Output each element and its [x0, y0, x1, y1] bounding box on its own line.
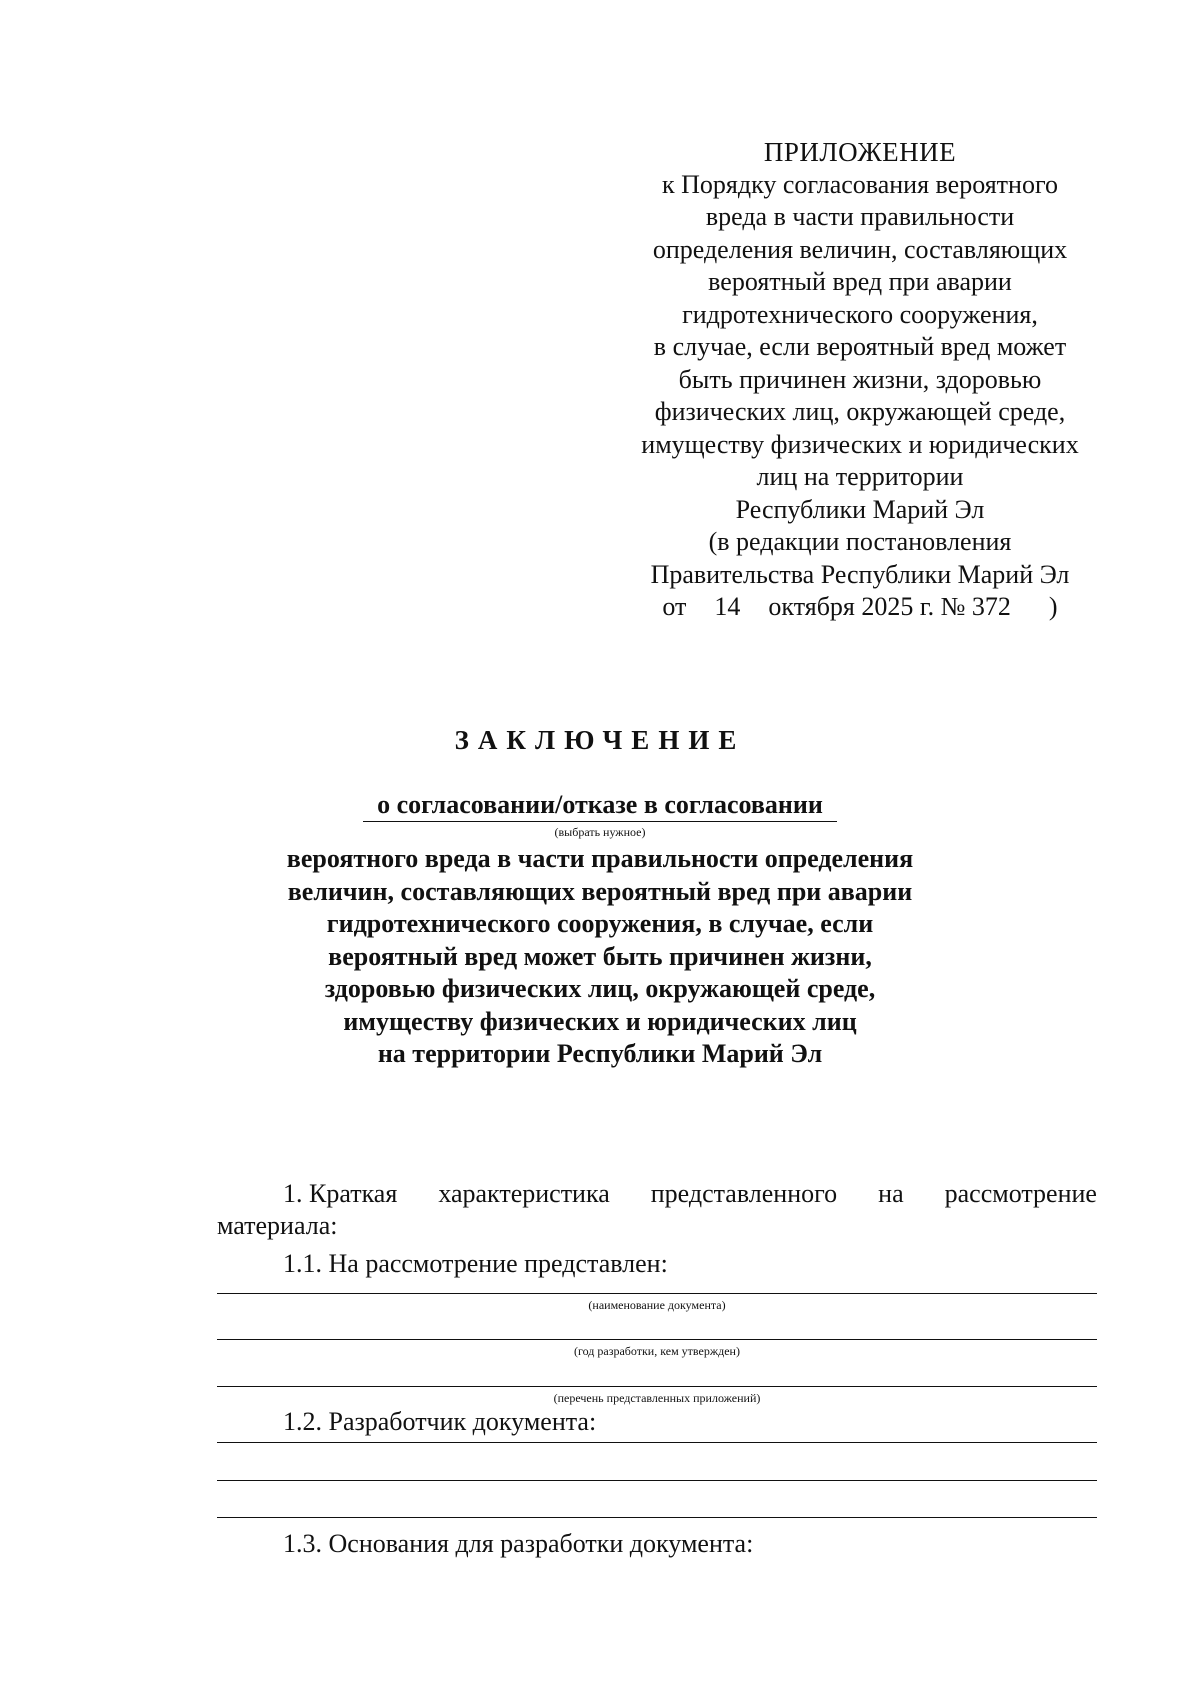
appendix-line: имуществу физических и юридических: [641, 429, 1079, 459]
section-1-first-line: [217, 1178, 1097, 1210]
section-1-word: представленного: [650, 1179, 838, 1208]
date-day: 14: [714, 592, 741, 621]
developer-field-line-1[interactable]: [217, 1442, 1097, 1443]
subject-line: величин, составляющих вероятный вред при аварии: [287, 876, 913, 906]
section-1-word: на: [878, 1179, 904, 1208]
date-rest: октября 2025 г. №: [768, 592, 966, 621]
subject-line: на территории Республики Марий Эл: [377, 1039, 823, 1068]
appendix-line: Республики Марий Эл: [735, 494, 985, 524]
section-1-word: характеристика: [438, 1179, 610, 1208]
subject-line: гидротехнического сооружения, в случае, если: [326, 909, 874, 938]
year-approval-hint: (год разработки, кем утвержден): [574, 1344, 740, 1358]
appendix-line: в случае, если вероятный вред может: [653, 332, 1067, 361]
appendix-line: вероятный вред при аварии: [708, 267, 1012, 296]
attachments-field[interactable]: [217, 1386, 1097, 1387]
subject-line: вероятный вред может быть причинен жизни,: [328, 941, 872, 971]
choice-hint: (выбрать нужное): [554, 825, 646, 839]
section-1-continuation: материала:: [217, 1211, 338, 1240]
appendix-header: [620, 136, 1100, 624]
appendix-line: вреда в части правильности: [705, 202, 1015, 231]
document-title: ЗАКЛЮЧЕНИЕ: [454, 725, 746, 755]
date-close: ): [1048, 592, 1058, 621]
section-1-word: 1. Краткая: [283, 1179, 398, 1208]
document-name-field[interactable]: [217, 1293, 1097, 1294]
section-1-word: рассмотрение: [944, 1179, 1097, 1208]
attachments-hint: (перечень представленных приложений): [553, 1391, 761, 1405]
appendix-line: быть причинен жизни, здоровью: [678, 364, 1042, 394]
subject-body: [0, 843, 1200, 1071]
appendix-line: лиц на территории: [756, 462, 964, 491]
appendix-line: гидротехнического сооружения,: [682, 299, 1038, 329]
appendix-line: к Порядку согласования вероятного: [662, 169, 1058, 199]
appendix-line: определения величин, составляющих: [652, 234, 1068, 264]
developer-field-line-2[interactable]: [217, 1480, 1097, 1481]
appendix-line: (в редакции постановления: [708, 527, 1012, 556]
subject-line: вероятного вреда в части правильности определения: [286, 844, 914, 873]
item-1-1-label: 1.1. На рассмотрение представлен:: [283, 1249, 668, 1278]
document-name-hint: (наименование документа): [588, 1298, 726, 1312]
item-1-3-label: 1.3. Основания для разработки документа:: [283, 1529, 754, 1558]
subject-line: здоровью физических лиц, окружающей среде,: [324, 974, 876, 1003]
subject-choice-block: [0, 790, 1200, 840]
subject-line: имуществу физических и юридических лиц: [343, 1006, 857, 1036]
subject-choice: о согласовании/отказе в согласовании: [363, 790, 837, 822]
appendix-line: Правительства Республики Марий Эл: [650, 559, 1070, 589]
item-1-2-label: 1.2. Разработчик документа:: [283, 1407, 597, 1436]
date-prefix: от: [662, 592, 687, 621]
appendix-title: ПРИЛОЖЕНИЕ: [763, 137, 957, 167]
developer-field-line-3[interactable]: [217, 1517, 1097, 1518]
appendix-line: физических лиц, окружающей среде,: [654, 397, 1066, 426]
year-approval-field[interactable]: [217, 1339, 1097, 1340]
amendment-date-line: [620, 591, 1100, 624]
resolution-number: 372: [971, 592, 1011, 621]
section-1-heading: [217, 1178, 1097, 1280]
